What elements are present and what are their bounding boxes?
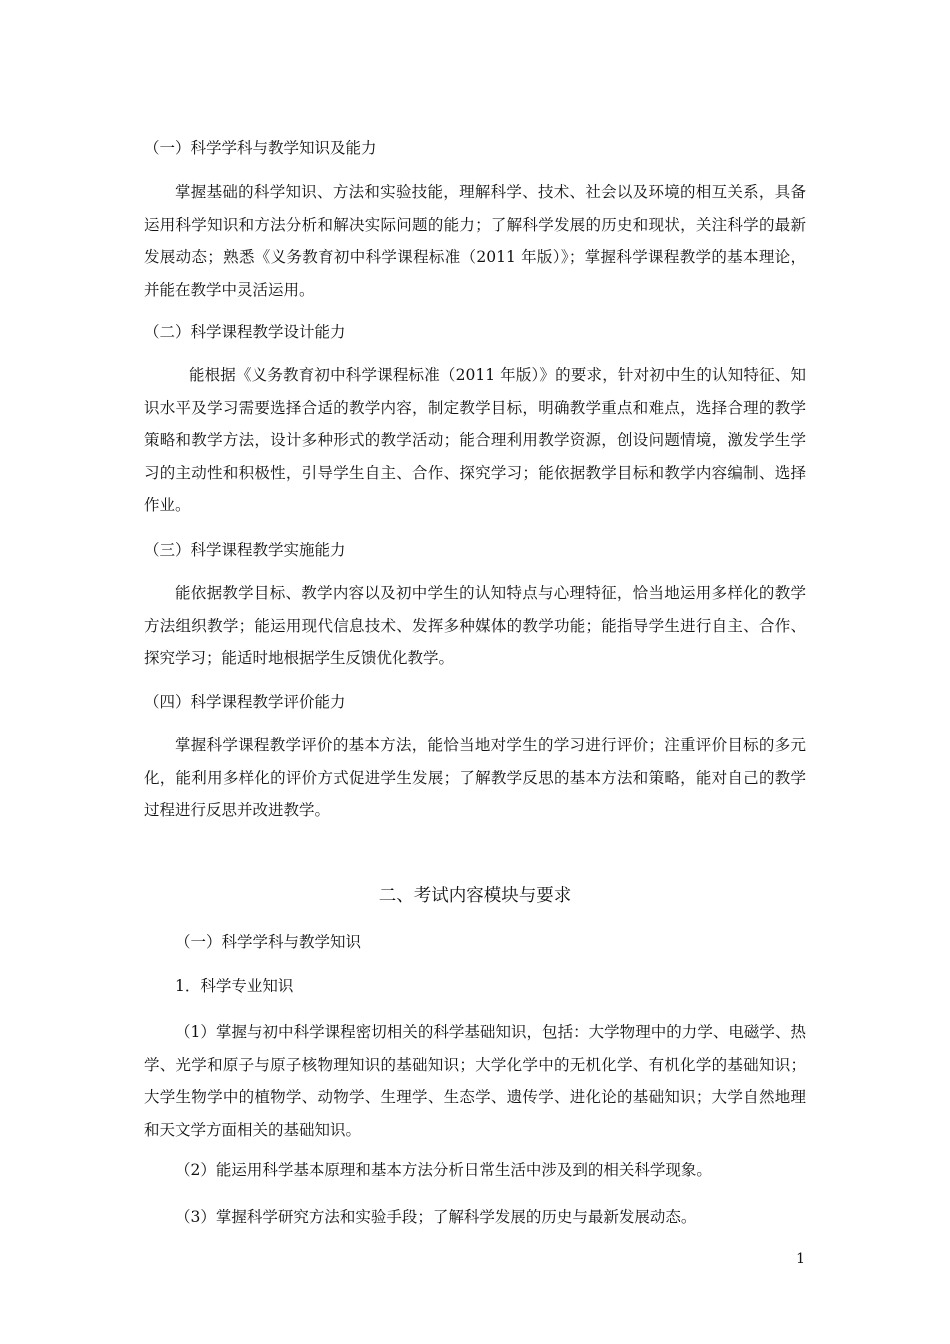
section-body-3: 能依据教学目标、教学内容以及初中学生的认知特点与心理特征，恰当地运用多样化的教学方法组织教学；能运用现代信息技术、发挥多种媒体的教学功能；能指导学生进行自主、合作、探究学习；能适时地根据学生反馈优化教学。 [144, 584, 806, 667]
section-body-2: 能根据《义务教育初中科学课程标准（2011 年版）》的要求，针对初中生的认知特征、知识水平及学习需要选择合适的教学内容，制定教学目标，明确教学重点和难点，选择合理的教学策略和教学方法，设计多种形式的教学活动；能合理利用教学资源，创设问题情境，激发学生学习的主动性和积极性，引导学生自主、合作、探究学习；能依据教学目标和教学内容编制、选择作业。 [144, 366, 806, 514]
section-heading-3: （三）科学课程教学实施能力 [144, 541, 346, 559]
requirement-point-1: （1）掌握与初中科学课程密切相关的科学基础知识，包括：大学物理中的力学、电磁学、热学、光学和原子与原子核物理知识的基础知识；大学化学中的无机化学、有机化学的基础知识；大学生物学中的植物学、动物学、生理学、生态学、遗传学、进化论的基础知识；大学自然地理和天文学方面相关的基础知识。 [144, 1023, 806, 1139]
section-heading-1: （一）科学学科与教学知识及能力 [144, 139, 377, 157]
chapter-title: 二、考试内容模块与要求 [378, 886, 572, 906]
section-body-1: 掌握基础的科学知识、方法和实验技能，理解科学、技术、社会以及环境的相互关系，具备运用科学知识和方法分析和解决实际问题的能力；了解科学发展的历史和现状，关注科学的最新发展动态；熟悉《义务教育初中科学课程标准（2011 年版）》；掌握科学课程教学的基本理论，并能在教学中灵活运用。 [144, 183, 806, 299]
section-body-4: 掌握科学课程教学评价的基本方法，能恰当地对学生的学习进行评价；注重评价目标的多元化，能利用多样化的评价方式促进学生发展；了解教学反思的基本方法和策略，能对自己的教学过程进行反思并改进教学。 [144, 736, 806, 819]
requirement-point-3: （3）掌握科学研究方法和实验手段；了解科学发展的历史与最新发展动态。 [175, 1208, 697, 1226]
item-heading: 1．科学专业知识 [175, 977, 294, 995]
requirement-point-2: （2）能运用科学基本原理和基本方法分析日常生活中涉及到的相关科学现象。 [175, 1161, 712, 1179]
subsection-heading: （一）科学学科与教学知识 [175, 933, 362, 951]
section-heading-4: （四）科学课程教学评价能力 [144, 693, 346, 711]
section-heading-2: （二）科学课程教学设计能力 [144, 323, 346, 341]
page-number: 1 [796, 1251, 805, 1267]
